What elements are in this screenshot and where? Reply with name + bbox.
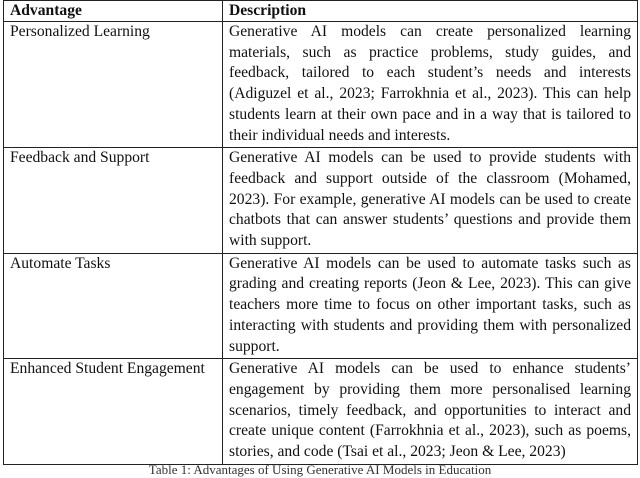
advantages-table-wrapper — [3, 0, 637, 465]
header-description: Description — [223, 1, 638, 22]
header-advantage: Advantage — [4, 1, 223, 22]
advantages-table — [3, 0, 638, 465]
advantage-cell: Automate Tasks — [4, 253, 223, 359]
table-row — [4, 359, 638, 465]
table-header-row — [4, 1, 638, 22]
advantage-cell: Personalized Learning — [4, 22, 223, 148]
advantage-cell: Feedback and Support — [4, 148, 223, 254]
description-cell: Generative AI models can be used to enhance students’ engagement by providing them more personalised learning scenarios, timely feedback, and opportunities to interact and create unique content (Farrokhnia et al., 2023), such as poems, stories, and code (Tsai et al., 2023; Jeon & Lee, 2023) — [223, 359, 638, 465]
table-row — [4, 148, 638, 254]
description-cell: Generative AI models can be used to provide students with feedback and support outside of the classroom (Mohamed, 2023). For example, generative AI models can be used to create chatbots that can answer students’ questions and provide them with support. — [223, 148, 638, 254]
description-cell: Generative AI models can be used to automate tasks such as grading and creating reports (Jeon & Lee, 2023). This can give teachers more time to focus on other important tasks, such as interacting with students and providing them with personalized support. — [223, 253, 638, 359]
table-row — [4, 22, 638, 148]
table-caption: Table 1: Advantages of Using Generative AI Models in Education — [148, 462, 492, 477]
table-row — [4, 253, 638, 359]
description-cell: Generative AI models can create personalized learning materials, such as practice problems, study guides, and feedback, tailored to each student’s needs and interests (Adiguzel et al., 2023; Farrokhnia et al., 2023). This can help students learn at their own pace and in a way that is tailored to their individual needs and interests. — [223, 22, 638, 148]
advantage-cell: Enhanced Student Engagement — [4, 359, 223, 465]
